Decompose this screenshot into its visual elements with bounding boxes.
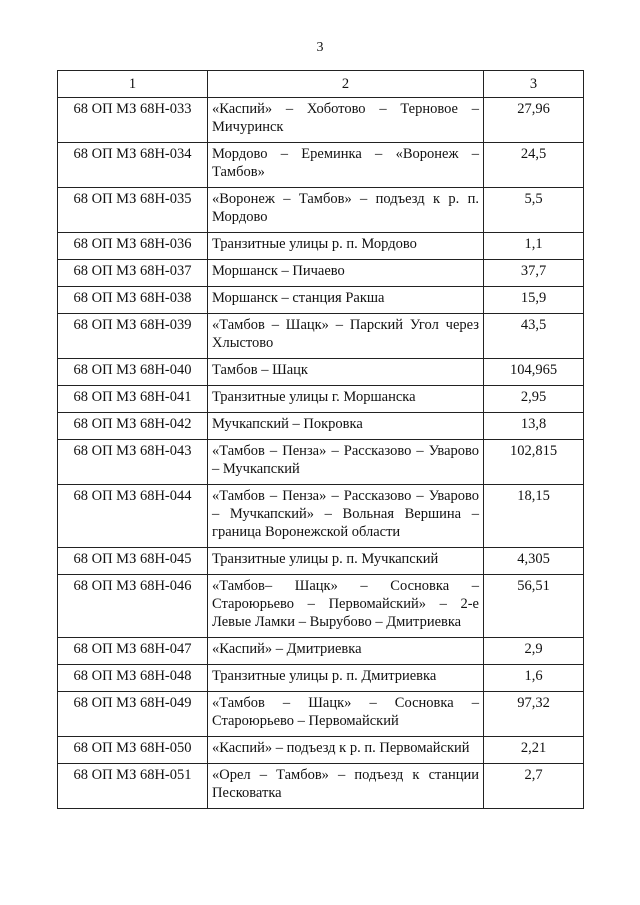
road-name-cell: Транзитные улицы р. п. Мордово — [208, 233, 484, 260]
table-row — [58, 440, 584, 485]
road-code-cell: 68 ОП МЗ 68Н-051 — [58, 764, 208, 809]
table-row — [58, 413, 584, 440]
roads-table — [57, 70, 584, 809]
road-length-cell: 2,21 — [484, 737, 584, 764]
table-row — [58, 692, 584, 737]
table-row — [58, 485, 584, 548]
road-code-cell: 68 ОП МЗ 68Н-050 — [58, 737, 208, 764]
table-row — [58, 188, 584, 233]
road-code-cell: 68 ОП МЗ 68Н-049 — [58, 692, 208, 737]
table-row — [58, 665, 584, 692]
road-name-cell: Моршанск – Пичаево — [208, 260, 484, 287]
road-code-cell: 68 ОП МЗ 68Н-034 — [58, 143, 208, 188]
road-length-cell: 104,965 — [484, 359, 584, 386]
table-row — [58, 638, 584, 665]
table-row — [58, 737, 584, 764]
table-row — [58, 287, 584, 314]
road-code-cell: 68 ОП МЗ 68Н-045 — [58, 548, 208, 575]
table-row — [58, 143, 584, 188]
road-name-cell: Мордово – Ереминка – «Воронеж – Тамбов» — [208, 143, 484, 188]
road-code-cell: 68 ОП МЗ 68Н-033 — [58, 98, 208, 143]
road-name-cell: «Каспий» – подъезд к р. п. Первомайский — [208, 737, 484, 764]
road-name-cell: Транзитные улицы р. п. Мучкапский — [208, 548, 484, 575]
road-length-cell: 97,32 — [484, 692, 584, 737]
road-length-cell: 27,96 — [484, 98, 584, 143]
column-header-2: 2 — [208, 71, 484, 98]
road-name-cell: «Тамбов – Пенза» – Рассказово – Уварово – Мучкапский» – Вольная Вершина – граница Воронежской области — [208, 485, 484, 548]
road-name-cell: «Тамбов – Пенза» – Рассказово – Уварово – Мучкапский — [208, 440, 484, 485]
road-length-cell: 37,7 — [484, 260, 584, 287]
road-name-cell: Транзитные улицы р. п. Дмитриевка — [208, 665, 484, 692]
table-row — [58, 260, 584, 287]
road-name-cell: «Воронеж – Тамбов» – подъезд к р. п. Мордово — [208, 188, 484, 233]
road-length-cell: 2,95 — [484, 386, 584, 413]
road-length-cell: 18,15 — [484, 485, 584, 548]
road-length-cell: 1,1 — [484, 233, 584, 260]
table-header-row — [58, 71, 584, 98]
table-row — [58, 764, 584, 809]
table-row — [58, 98, 584, 143]
road-name-cell: «Тамбов – Шацк» – Парский Угол через Хлыстово — [208, 314, 484, 359]
table-row — [58, 386, 584, 413]
road-length-cell: 56,51 — [484, 575, 584, 638]
road-length-cell: 4,305 — [484, 548, 584, 575]
road-name-cell: «Тамбов – Шацк» – Сосновка – Староюрьево – Первомайский — [208, 692, 484, 737]
road-code-cell: 68 ОП МЗ 68Н-037 — [58, 260, 208, 287]
road-name-cell: «Тамбов– Шацк» – Сосновка – Староюрьево – Первомайский» – 2-е Левые Ламки – Вырубово – Дмитриевка — [208, 575, 484, 638]
table-row — [58, 575, 584, 638]
road-length-cell: 43,5 — [484, 314, 584, 359]
road-code-cell: 68 ОП МЗ 68Н-042 — [58, 413, 208, 440]
table-row — [58, 233, 584, 260]
road-name-cell: «Каспий» – Хоботово – Терновое – Мичуринск — [208, 98, 484, 143]
road-code-cell: 68 ОП МЗ 68Н-046 — [58, 575, 208, 638]
road-length-cell: 15,9 — [484, 287, 584, 314]
road-name-cell: «Орел – Тамбов» – подъезд к станции Песковатка — [208, 764, 484, 809]
road-code-cell: 68 ОП МЗ 68Н-039 — [58, 314, 208, 359]
road-name-cell: «Каспий» – Дмитриевка — [208, 638, 484, 665]
road-length-cell: 24,5 — [484, 143, 584, 188]
road-code-cell: 68 ОП МЗ 68Н-038 — [58, 287, 208, 314]
road-length-cell: 102,815 — [484, 440, 584, 485]
road-code-cell: 68 ОП МЗ 68Н-040 — [58, 359, 208, 386]
road-length-cell: 2,9 — [484, 638, 584, 665]
column-header-3: 3 — [484, 71, 584, 98]
road-code-cell: 68 ОП МЗ 68Н-035 — [58, 188, 208, 233]
road-length-cell: 13,8 — [484, 413, 584, 440]
road-code-cell: 68 ОП МЗ 68Н-041 — [58, 386, 208, 413]
road-code-cell: 68 ОП МЗ 68Н-036 — [58, 233, 208, 260]
page-number: 3 — [316, 40, 324, 55]
road-name-cell: Транзитные улицы г. Моршанска — [208, 386, 484, 413]
road-code-cell: 68 ОП МЗ 68Н-047 — [58, 638, 208, 665]
table-row — [58, 314, 584, 359]
road-length-cell: 5,5 — [484, 188, 584, 233]
road-name-cell: Тамбов – Шацк — [208, 359, 484, 386]
road-code-cell: 68 ОП МЗ 68Н-044 — [58, 485, 208, 548]
road-code-cell: 68 ОП МЗ 68Н-043 — [58, 440, 208, 485]
table-row — [58, 359, 584, 386]
road-code-cell: 68 ОП МЗ 68Н-048 — [58, 665, 208, 692]
road-name-cell: Моршанск – станция Ракша — [208, 287, 484, 314]
road-length-cell: 1,6 — [484, 665, 584, 692]
road-name-cell: Мучкапский – Покровка — [208, 413, 484, 440]
column-header-1: 1 — [58, 71, 208, 98]
table-row — [58, 548, 584, 575]
road-length-cell: 2,7 — [484, 764, 584, 809]
